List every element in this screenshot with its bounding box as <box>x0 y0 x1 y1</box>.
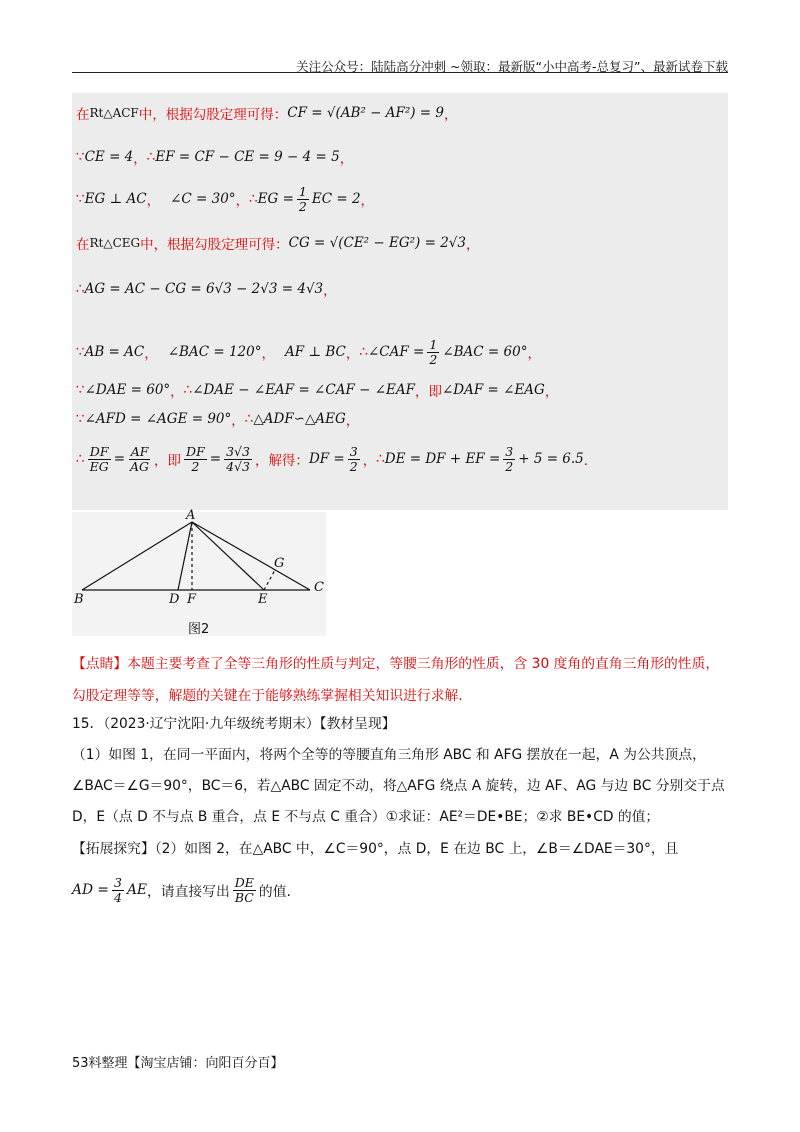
remark-block <box>72 648 732 712</box>
math: ∠BAC = 120° <box>167 344 262 361</box>
math: CF = √(AB² − AF²) = 9 <box>287 105 444 121</box>
label-G: G <box>274 556 285 571</box>
geometry-figure <box>72 508 326 637</box>
therefore-symbol: ∴ <box>376 451 385 468</box>
header-text: 关注公众号：陆陆高分冲刺 ~领取：最新版“小中高考-总复习”、最新试卷下载 <box>296 59 728 74</box>
math: AG = AC − CG = 6√3 − 2√3 = 4√3 <box>84 281 324 297</box>
text: ，请直接写出 <box>146 884 230 901</box>
solution-line-7 <box>76 380 558 400</box>
because-symbol: ∵ <box>76 382 85 398</box>
remark-line-2: 勾股定理等等，解题的关键在于能够熟练掌握相关知识进行求解. <box>72 688 463 704</box>
text: ， <box>254 453 269 470</box>
math: ∠AFD = ∠AGE = 90° <box>84 411 232 427</box>
fraction: $\frac{3}{4}$ <box>113 875 122 905</box>
math: EG ⊥ AC <box>84 191 147 208</box>
therefore-symbol: ∴ <box>76 281 85 297</box>
text: 在 <box>76 107 90 123</box>
math: ∠DAF = ∠EAG <box>442 382 545 398</box>
fraction: $\frac{3}{2}$ <box>349 444 358 474</box>
text: ， <box>235 193 250 210</box>
math: CE = 4 <box>84 149 134 165</box>
problem-line-1: 15．（2023·辽宁沈阳·九年级统考期末）【教材呈现】 <box>72 716 396 732</box>
problem-line-2: （1）如图 1，在同一平面内，将两个全等的等腰直角三角形 ABC 和 AFG 摆放在一起，A 为公共顶点， <box>72 747 706 763</box>
problem-line-6 <box>72 876 732 905</box>
problem-line-4: D，E（点 D 不与点 B 重合，点 E 不与点 C 重合）①求证：AE²＝DE•BE；②求 BE•CD 的值； <box>72 809 660 825</box>
fraction: $\frac{DE}{BC}$ <box>234 875 254 905</box>
label-F: F <box>187 592 197 607</box>
math: EC = 2 <box>311 191 361 208</box>
text: ， <box>170 384 184 400</box>
text: ， <box>231 413 245 429</box>
text: ，即 <box>415 384 442 400</box>
math: ∠DAE = 60° <box>84 382 171 398</box>
math: △ADF∽△AEG <box>253 411 346 427</box>
text: 中，根据勾股定理可得： <box>140 237 289 253</box>
text: ， <box>465 237 480 253</box>
problem-line-3: ∠BAC＝∠G＝90°，BC＝6，若△ABC 固定不动，将△AFG 绕点 A 旋转，边 AF、AG 与边 BC 分别交于点 <box>72 778 725 794</box>
math: AB = AC <box>84 344 145 361</box>
text: 在 <box>76 237 90 253</box>
because-symbol: ∵ <box>76 149 85 165</box>
math: + 5 = 6.5 <box>518 451 584 468</box>
segment-AC <box>192 522 310 590</box>
text: 解得： <box>268 453 309 470</box>
therefore-symbol: ∴ <box>359 344 368 361</box>
text: ， <box>261 346 275 363</box>
text: ， <box>360 193 375 210</box>
fraction: $\frac{3}{2}$ <box>505 444 514 474</box>
because-symbol: ∵ <box>76 411 85 427</box>
solution-line-3 <box>76 185 374 214</box>
math: ∠DAE − ∠EAF = ∠CAF − ∠EAF <box>192 382 415 398</box>
text: ， <box>544 384 559 400</box>
solution-line-5 <box>76 279 337 299</box>
text: ， <box>345 346 360 363</box>
solution-line-2 <box>76 147 353 167</box>
text: ． <box>583 453 598 470</box>
text: ， <box>443 107 458 123</box>
page-header <box>0 0 800 72</box>
math: ∠BAC = 60° <box>442 344 528 361</box>
label-C: C <box>314 580 324 595</box>
therefore-symbol: ∴ <box>183 382 193 398</box>
text: ， <box>133 151 147 167</box>
solution-line-8 <box>76 409 359 429</box>
math: CG = √(CE² − EG²) = 2√3 <box>288 235 466 251</box>
fraction: $\frac{DF}{2}$ <box>186 444 205 474</box>
header-rule <box>72 72 728 73</box>
label-A: A <box>186 508 196 523</box>
solution-line-1 <box>76 103 457 123</box>
math: Rt△ACF <box>89 106 139 120</box>
because-symbol: ∵ <box>76 191 85 208</box>
text: ， <box>345 413 360 429</box>
math: AF ⊥ BC <box>284 344 346 361</box>
math: = <box>209 451 222 468</box>
math: ∠CAF = <box>367 344 425 361</box>
math: DF = <box>308 451 345 468</box>
math: Rt△CEG <box>89 236 141 250</box>
solution-block <box>72 93 728 510</box>
therefore-symbol: ∴ <box>244 411 254 427</box>
segment-EG <box>264 570 275 590</box>
math: ∠C = 30° <box>170 191 236 208</box>
because-symbol: ∵ <box>76 344 85 361</box>
text: 中，根据勾股定理可得： <box>138 107 288 123</box>
text: ， <box>144 346 158 363</box>
label-D: D <box>169 592 180 607</box>
math: EF = CF − CE = 9 − 4 = 5 <box>155 149 340 165</box>
remark-line-1: 【点睛】本题主要考查了全等三角形的性质与判定，等腰三角形的性质，含 30 度角的直角三角形的性质， <box>72 656 720 672</box>
text: ， <box>362 453 377 470</box>
text: ， <box>154 453 168 470</box>
fraction: $\frac{DF}{EG}$ <box>89 444 109 474</box>
solution-line-4 <box>76 233 479 253</box>
math: AE <box>126 882 147 899</box>
figure-caption: 图2 <box>188 622 210 637</box>
text: ， <box>527 346 541 363</box>
therefore-symbol: ∴ <box>146 149 156 165</box>
problem-line-5: 【拓展探究】（2）如图 2，在△ABC 中，∠C＝90°，点 D，E 在边 BC 上，∠B＝∠DAE＝30°，且 <box>72 841 679 857</box>
therefore-symbol: ∴ <box>249 191 258 208</box>
segment-AD <box>178 522 192 590</box>
label-E: E <box>258 592 268 607</box>
solution-line-9 <box>76 445 597 474</box>
math: EG = <box>257 191 294 208</box>
segment-AE <box>192 522 264 590</box>
text: ， <box>339 151 354 167</box>
math: DE = DF + EF = <box>384 451 501 468</box>
therefore-symbol: ∴ <box>76 451 85 468</box>
text: ， <box>146 193 161 210</box>
fraction: $\frac{1}{2}$ <box>298 184 307 214</box>
text: 即 <box>167 453 182 470</box>
segment-AB <box>82 522 192 590</box>
solution-line-6 <box>76 338 541 367</box>
math: AD = <box>72 882 109 899</box>
fraction: $\frac{1}{2}$ <box>429 337 438 367</box>
page-footer: 53料整理【淘宝店铺：向阳百分百】 <box>72 1056 284 1071</box>
math: = <box>113 451 126 468</box>
label-B: B <box>74 592 84 607</box>
fraction: $\frac{3√3}{4√3}$ <box>226 444 250 474</box>
text: 的值. <box>258 884 291 901</box>
fraction: $\frac{AF}{AG}$ <box>130 444 150 474</box>
text: ， <box>323 283 337 299</box>
